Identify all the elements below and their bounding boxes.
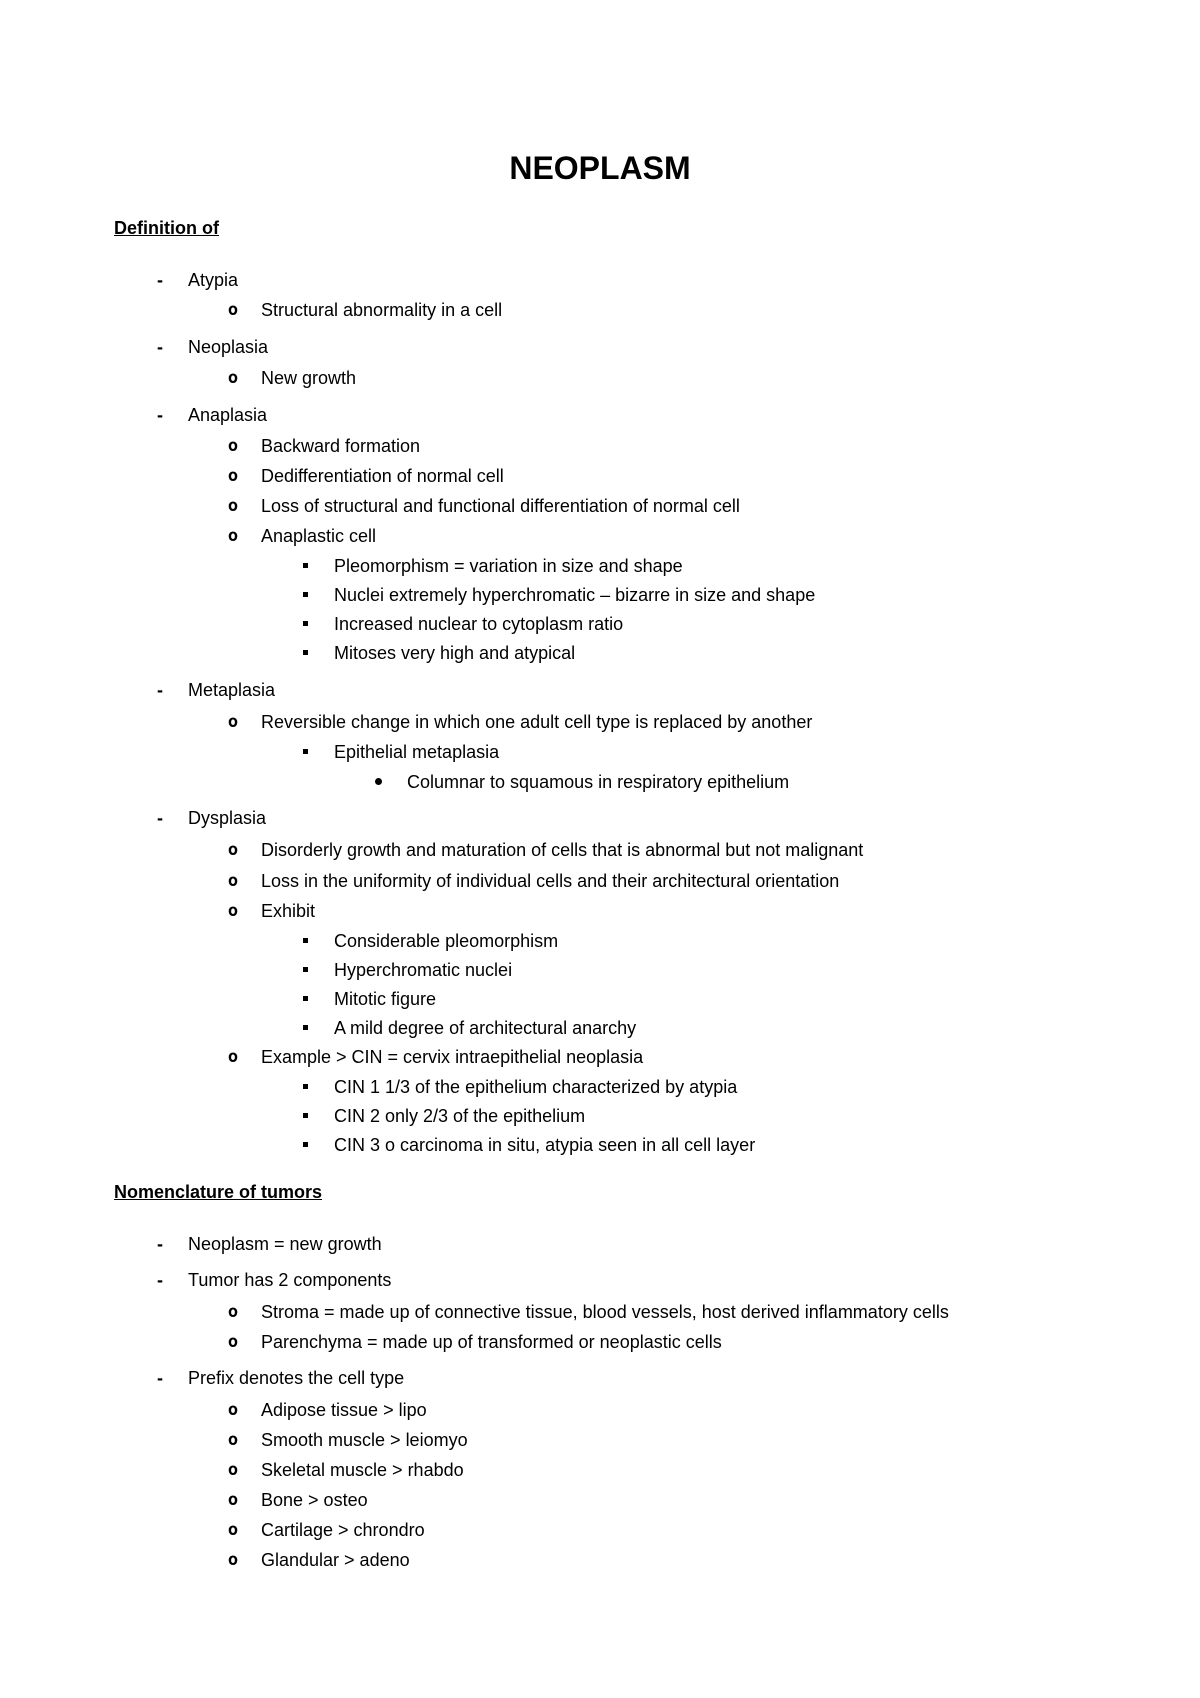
list-item-text: Neoplasm = new growth bbox=[188, 1234, 382, 1254]
list-item-text: Exhibit bbox=[261, 901, 316, 921]
circle-bullet-icon: o bbox=[227, 871, 239, 891]
list-item-text: New growth bbox=[261, 368, 357, 388]
list-item-text: Increased nuclear to cytoplasm ratio bbox=[334, 614, 624, 634]
dash-bullet-icon: - bbox=[157, 1368, 163, 1388]
dash-bullet-icon: - bbox=[157, 1234, 163, 1254]
list-item-text: CIN 3 o carcinoma in situ, atypia seen in all cell layer bbox=[334, 1135, 756, 1155]
list-item-text: A mild degree of architectural anarchy bbox=[334, 1018, 637, 1038]
list-item-text: Loss of structural and functional differentiation of normal cell bbox=[261, 496, 740, 516]
circle-bullet-icon: o bbox=[227, 712, 239, 732]
circle-bullet-icon: o bbox=[227, 1302, 239, 1322]
list-item-text: Nuclei extremely hyperchromatic – bizarre in size and shape bbox=[334, 585, 816, 605]
list-item-text: Example > CIN = cervix intraepithelial neoplasia bbox=[261, 1047, 644, 1067]
list-item-text: Pleomorphism = variation in size and shape bbox=[334, 556, 683, 576]
circle-bullet-icon: o bbox=[227, 496, 239, 516]
circle-bullet-icon: o bbox=[227, 368, 239, 388]
section-heading-nomenclature: Nomenclature of tumors bbox=[114, 1182, 323, 1202]
circle-bullet-icon: o bbox=[227, 436, 239, 456]
list-item-text: Hyperchromatic nuclei bbox=[334, 960, 513, 980]
section-heading-definitions: Definition of bbox=[114, 218, 219, 238]
list-item-text: Metaplasia bbox=[188, 680, 276, 700]
list-item-text: Backward formation bbox=[261, 436, 421, 456]
circle-bullet-icon: o bbox=[227, 1047, 239, 1067]
list-item-text: Structural abnormality in a cell bbox=[261, 300, 503, 320]
dash-bullet-icon: - bbox=[157, 680, 163, 700]
circle-bullet-icon: o bbox=[227, 1400, 239, 1420]
list-item-text: Prefix denotes the cell type bbox=[188, 1368, 405, 1388]
list-item-text: Reversible change in which one adult cell type is replaced by another bbox=[261, 712, 813, 732]
dash-bullet-icon: - bbox=[157, 337, 163, 357]
circle-bullet-icon: o bbox=[227, 526, 239, 546]
list-item-text: Smooth muscle > leiomyo bbox=[261, 1430, 468, 1450]
dash-bullet-icon: - bbox=[157, 1270, 163, 1290]
list-item-text: Columnar to squamous in respiratory epithelium bbox=[407, 772, 790, 792]
circle-bullet-icon: o bbox=[227, 1430, 239, 1450]
list-item-text: Dedifferentiation of normal cell bbox=[261, 466, 504, 486]
circle-bullet-icon: o bbox=[227, 300, 239, 320]
page-title: NEOPLASM bbox=[509, 150, 691, 186]
list-item-text: Glandular > adeno bbox=[261, 1550, 410, 1570]
list-item-text: Epithelial metaplasia bbox=[334, 742, 500, 762]
list-item-text: Stroma = made up of connective tissue, blood vessels, host derived inflammatory cells bbox=[261, 1302, 949, 1322]
circle-bullet-icon: o bbox=[227, 901, 239, 921]
list-item-text: Skeletal muscle > rhabdo bbox=[261, 1460, 464, 1480]
list-item-text: Considerable pleomorphism bbox=[334, 931, 559, 951]
dash-bullet-icon: - bbox=[157, 270, 163, 290]
list-item-text: Atypia bbox=[188, 270, 239, 290]
circle-bullet-icon: o bbox=[227, 1332, 239, 1352]
circle-bullet-icon: o bbox=[227, 1520, 239, 1540]
list-item-text: Neoplasia bbox=[188, 337, 269, 357]
list-item-text: Anaplastic cell bbox=[261, 526, 377, 546]
dash-bullet-icon: - bbox=[157, 405, 163, 425]
circle-bullet-icon: o bbox=[227, 1550, 239, 1570]
list-item-text: Disorderly growth and maturation of cells that is abnormal but not malignant bbox=[261, 840, 864, 860]
list-item-text: Anaplasia bbox=[188, 405, 268, 425]
list-item-text: CIN 1 1/3 of the epithelium characterized by atypia bbox=[334, 1077, 738, 1097]
dash-bullet-icon: - bbox=[157, 808, 163, 828]
circle-bullet-icon: o bbox=[227, 466, 239, 486]
list-item-text: Tumor has 2 components bbox=[188, 1270, 392, 1290]
list-item-text: Adipose tissue > lipo bbox=[261, 1400, 427, 1420]
list-item-text: Cartilage > chrondro bbox=[261, 1520, 425, 1540]
list-item-text: Parenchyma = made up of transformed or neoplastic cells bbox=[261, 1332, 722, 1352]
circle-bullet-icon: o bbox=[227, 840, 239, 860]
circle-bullet-icon: o bbox=[227, 1460, 239, 1480]
circle-bullet-icon: o bbox=[227, 1490, 239, 1510]
list-item-text: CIN 2 only 2/3 of the epithelium bbox=[334, 1106, 586, 1126]
list-item-text: Loss in the uniformity of individual cells and their architectural orientation bbox=[261, 871, 840, 891]
list-item-text: Mitotic figure bbox=[334, 989, 437, 1009]
list-item-text: Dysplasia bbox=[188, 808, 267, 828]
list-item-text: Bone > osteo bbox=[261, 1490, 368, 1510]
list-item-text: Mitoses very high and atypical bbox=[334, 643, 576, 663]
